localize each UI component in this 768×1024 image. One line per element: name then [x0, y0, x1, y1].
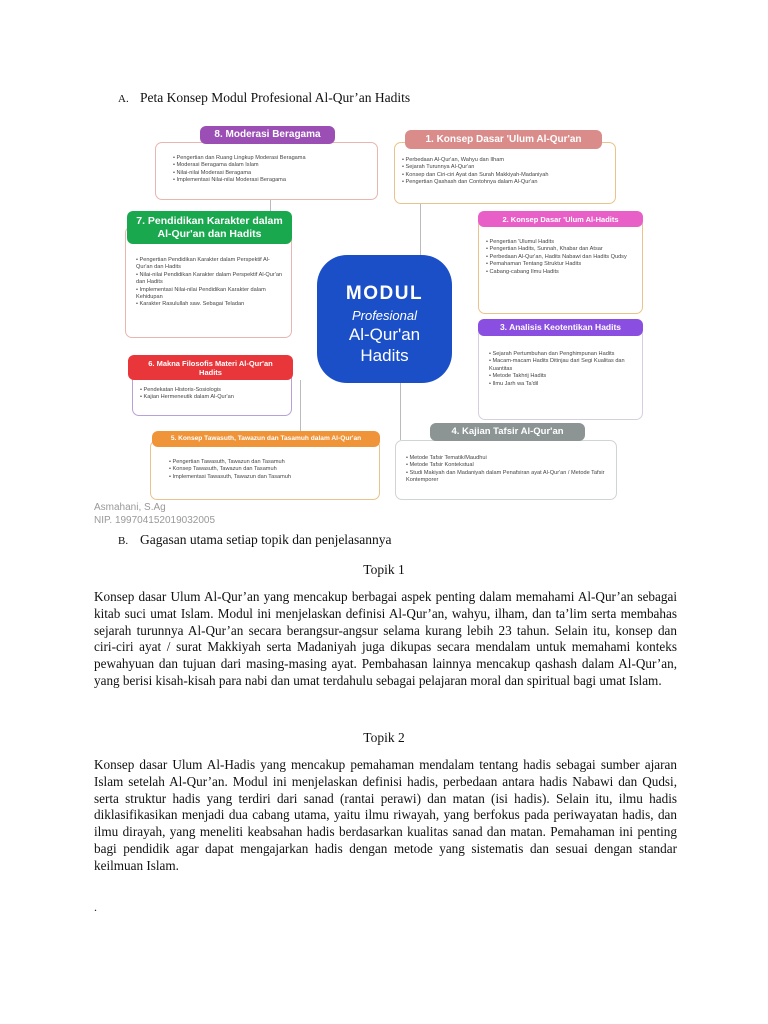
- center-subtitle: Profesional: [351, 308, 418, 323]
- node-7-title: 7. Pendidikan Karakter dalam Al-Qur'an dan Hadits: [127, 211, 292, 244]
- connector-1: [390, 203, 421, 258]
- node-5-title: 5. Konsep Tawasuth, Tawazun dan Tasamuh dalam Al-Qur'an: [152, 431, 380, 447]
- node-7-item: • Karakter Rasulullah saw. Sebagai Teladan: [136, 301, 286, 308]
- node-7-item: • Pengertian Pendidikan Karakter dalam Perspektif Al-Qur'an dan Hadits: [136, 257, 286, 272]
- node-7-item: • Nilai-nilai Pendidikan Karakter dalam Perspektif Al-Qur'an dan Hadits: [136, 272, 286, 287]
- node-2-title: 2. Konsep Dasar 'Ulum Al-Hadits: [478, 211, 643, 227]
- signature-nip: NIP. 199704152019032005: [94, 515, 216, 526]
- node-3-title: 3. Analisis Keotentikan Hadits: [478, 319, 643, 336]
- node-4-item: • Studi Makiyah dan Madaniyah dalam Penafsiran ayat Al-Qur'an / Metode Tafsir Kontemporer: [406, 470, 611, 485]
- node-2-item: • Pemahaman Tentang Struktur Hadits: [486, 261, 637, 268]
- section-b-heading: [118, 532, 392, 548]
- node-2-item: • Pengertian 'Ulumul Hadits: [486, 239, 637, 246]
- node-3-box: [478, 328, 643, 420]
- topic-2-paragraph: Konsep dasar Ulum Al-Hadis yang mencakup pemahaman mendalam tentang hadis sebagai sumber ajaran Islam setelah Al-Qur’an. Modul ini menjelaskan definisi hadis, perbedaan antara hadis Nabawi dan Qudsi, serta struktur hadis yang terdiri dari sanad (rantai perawi) dan matan (isi hadis). Selain itu, ilmu hadis diklasifikasikan menjadi dua cabang utama, yaitu ilmu riwayah, yang berfokus pada periwayatan hadis, dan ilmu dirayah, yang meneliti keabsahan hadis berdasarkan kualitas sanad dan matan. Pemahaman ini penting bagi pendidik agar dapat mengajarkan hadis dengan metode yang sistematis dan sesuai dengan standar keilmuan Islam.: [94, 757, 677, 873]
- node-4-box: [395, 440, 617, 500]
- node-4-item: • Metode Tafsir Tematik/Maudhui: [406, 455, 611, 462]
- node-1-item: • Pengertian Qashash dan Contohnya dalam Al-Qur'an: [402, 179, 615, 186]
- node-2-item: • Pengertian Hadits, Sunnah, Khabar dan Atsar: [486, 246, 637, 253]
- section-b-title: Gagasan utama setiap topik dan penjelasannya: [140, 532, 392, 547]
- node-1-box: [394, 142, 616, 204]
- node-3-item: • Ilmu Jarh wa Ta'dil: [489, 381, 637, 388]
- node-8-item: • Nilai-nilai Moderasi Beragama: [173, 170, 377, 177]
- node-1-item: • Sejarah Turunnya Al-Qur'an: [402, 164, 615, 171]
- node-1-item: • Konsep dan Ciri-ciri Ayat dan Surah Makkiyah-Madaniyah: [402, 172, 615, 179]
- node-4-item: • Metode Tafsir Kontekstual: [406, 462, 611, 469]
- signature-name: Asmahani, S.Ag: [94, 502, 166, 513]
- node-6-item: • Kajian Hermeneutik dalam Al-Qur'an: [140, 394, 286, 401]
- center-line-4: Hadits: [360, 346, 409, 365]
- node-8-item: • Pengertian dan Ruang Lingkup Moderasi Beragama: [173, 155, 377, 162]
- node-5-item: • Pengertian Tawasuth, Tawazun dan Tasamuh: [169, 459, 374, 466]
- section-a-heading: [118, 90, 410, 106]
- node-2-box: [478, 218, 643, 314]
- center-title: MODUL: [345, 283, 424, 304]
- node-6-item: • Pendekatan Historis-Sosiologis: [140, 387, 286, 394]
- node-8-box: [155, 142, 378, 200]
- concept-map: [120, 118, 650, 510]
- node-8-item: • Moderasi Beragama dalam Islam: [173, 162, 377, 169]
- node-5-item: • Implementasi Tawasuth, Tawazun dan Tasamuh: [169, 474, 374, 481]
- node-3-item: • Sejarah Pertumbuhan dan Penghimpunan Hadits: [489, 351, 637, 358]
- section-a-letter: A.: [118, 93, 129, 105]
- center-node: [317, 255, 452, 383]
- node-4-title: 4. Kajian Tafsir Al-Qur'an: [430, 423, 585, 441]
- node-5-item: • Konsep Tawasuth, Tawazun dan Tasamuh: [169, 466, 374, 473]
- topic-2-title: Topik 2: [363, 730, 405, 745]
- section-b-letter: B.: [118, 535, 129, 547]
- node-2-item: • Cabang-cabang Ilmu Hadits: [486, 269, 637, 276]
- node-1-item: • Perbedaan Al-Qur'an, Wahyu dan Ilham: [402, 157, 615, 164]
- section-a-title: Peta Konsep Modul Profesional Al-Qur’an Hadits: [140, 90, 411, 105]
- node-5-box: [150, 440, 380, 500]
- node-3-item: • Macam-macam Hadits Ditinjau dari Segi Kualitas dan Kuantitas: [489, 358, 637, 373]
- topic-1-title: Topik 1: [363, 562, 405, 577]
- topic-1-paragraph: Konsep dasar Ulum Al-Qur’an yang mencakup berbagai aspek penting dalam memahami Al-Qur’an sebagai kitab suci umat Islam. Modul ini menjelaskan definisi Al-Qur’an, wahyu, ilham, dan ta’lim serta membahas sejarah turunnya Al-Qur’an secara berangsur-angsur selama kurang lebih 23 tahun. Selain itu, konsep dan ciri-ciri ayat / surat Makkiyah serta Madaniyah juga dikupas secara mendalam untuk memahami konteks pewahyuan dan tujuan dari masing-masing ayat. Pembahasan lainnya mencakup qashash dalam Al-Qur’an, yang berisi kisah-kisah para nabi dan umat terdahulu sebagai pelajaran moral dan spiritual bagi umat Islam.: [94, 589, 677, 688]
- node-8-item: • Implementasi Nilai-nilai Moderasi Beragama: [173, 177, 377, 184]
- node-1-title: 1. Konsep Dasar 'Ulum Al-Qur'an: [405, 130, 602, 149]
- node-7-item: • Implementasi Nilai-nilai Pendidikan Karakter dalam Kehidupan: [136, 287, 286, 302]
- node-8-title: 8. Moderasi Beragama: [200, 126, 335, 144]
- node-6-title: 6. Makna Filosofis Materi Al-Qur'an Hadits: [128, 355, 293, 380]
- trailing-mark: .: [94, 900, 97, 914]
- node-3-item: • Metode Takhrij Hadits: [489, 373, 637, 380]
- connector-4: [395, 380, 401, 440]
- node-2-item: • Perbedaan Al-Qur'an, Hadits Nabawi dan Hadits Qudsy: [486, 254, 637, 261]
- center-line-3: Al-Qur'an: [348, 325, 421, 344]
